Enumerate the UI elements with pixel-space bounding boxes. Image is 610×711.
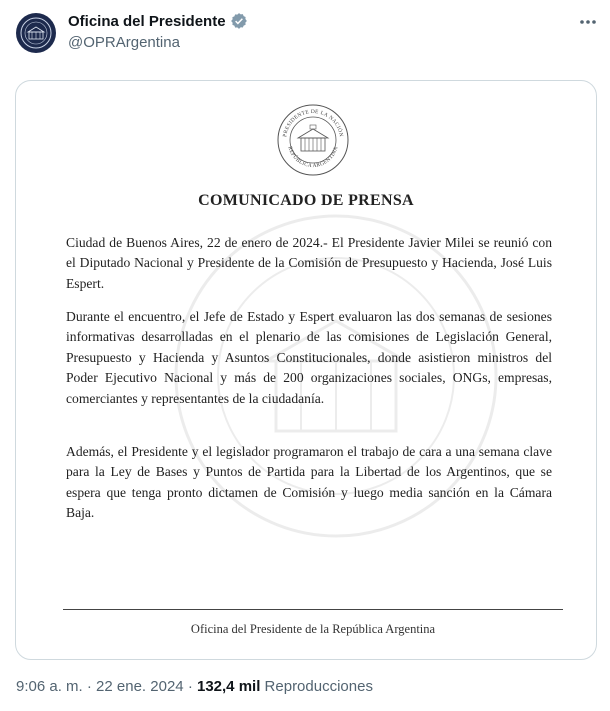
document-title: COMUNICADO DE PRENSA [198, 192, 414, 209]
seal-avatar-icon [16, 13, 56, 53]
views-label: Reproducciones [264, 678, 373, 695]
post-date[interactable]: 22 ene. 2024 [96, 678, 184, 695]
seal-inner-text: REPÚBLICA ARGENTINA [286, 145, 340, 170]
meta-separator: · [86, 678, 92, 695]
footer-divider [63, 609, 563, 610]
verified-badge-icon [230, 12, 248, 30]
seal-outer-text: PRESIDENTE DE LA NACIÓN [282, 108, 344, 138]
view-count: 132,4 mil [196, 678, 261, 695]
post-time[interactable]: 9:06 a. m. [16, 678, 83, 695]
author-name[interactable]: Oficina del Presidente [68, 12, 226, 30]
press-release-image[interactable] [15, 80, 597, 660]
author-handle[interactable]: @OPRArgentina [68, 34, 180, 51]
more-options-button[interactable] [576, 12, 600, 32]
presidential-seal [276, 103, 350, 177]
document-footer: Oficina del Presidente de la República Argentina [190, 622, 436, 636]
document-paragraph: Durante el encuentro, el Jefe de Estado y Espert evaluaron las dos semanas de sesiones informativas desarrolladas en el plenario de las comisiones de Legislación General, Presupuesto y Hacienda y Asuntos Constitucionales, donde asistieron ministros del Poder Ejecutivo Nacional y más de 200 organizaciones sociales, ONGs, empresas, comerciantes y representantes de la ciudadanía. [66, 309, 552, 406]
document-paragraph: Además, el Presidente y el legislador programaron el trabajo de cara a una semana clave para la Ley de Bases y Puntos de Partida para la Libertad de los Argentinos, que se espera que tenga pronto dictamen de Comisión y luego media sanción en la Cámara Baja. [66, 444, 552, 521]
meta-separator: · [187, 678, 193, 695]
author-avatar[interactable] [16, 13, 56, 53]
post-metadata [16, 678, 373, 695]
document-paragraph: Ciudad de Buenos Aires, 22 de enero de 2024.- El Presidente Javier Milei se reunió con el Diputado Nacional y Presidente de la Comisión de Presupuesto y Hacienda, José Luis Espert. [66, 235, 552, 291]
author-name-row[interactable] [68, 12, 248, 30]
more-horizontal-icon [579, 19, 597, 25]
